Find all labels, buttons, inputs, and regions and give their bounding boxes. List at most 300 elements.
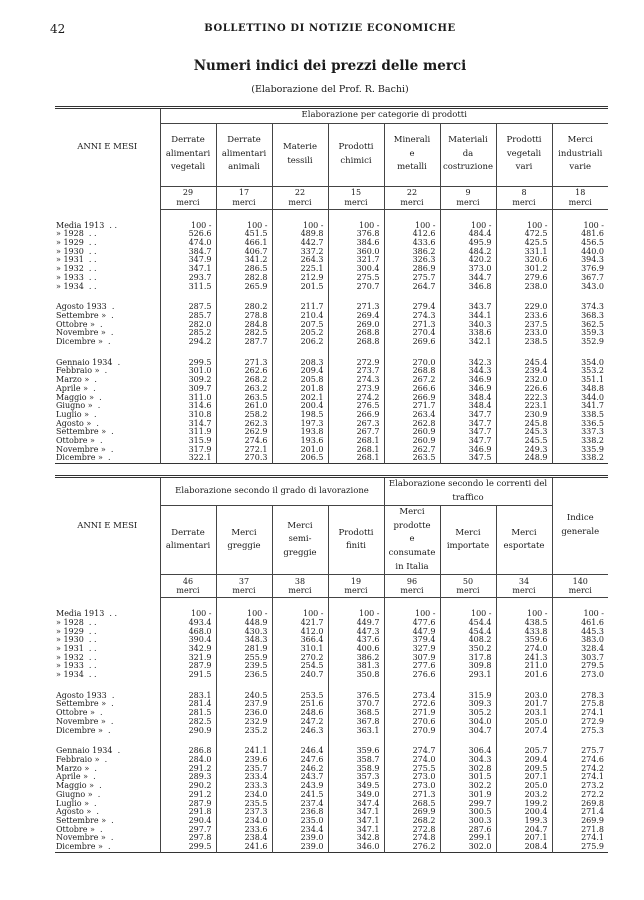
column-header-line: Materie xyxy=(282,142,318,152)
index-value: 309.3 xyxy=(440,700,496,709)
index-value: 346.8 xyxy=(440,283,496,292)
row-label-marks: . xyxy=(106,427,114,437)
index-value: 263.5 xyxy=(384,454,440,463)
index-value: 268.1 xyxy=(328,454,384,463)
row-label-marks: . xyxy=(99,366,108,376)
index-value: 205.7 xyxy=(496,747,552,756)
merci-count-unit: merci xyxy=(344,197,368,207)
index-value: 300.5 xyxy=(440,808,496,817)
index-value: 100 - xyxy=(552,222,608,231)
index-value: 349.0 xyxy=(328,791,384,800)
index-value: 274.2 xyxy=(552,765,608,774)
index-value: 347.1 xyxy=(328,808,384,817)
row-label-text: Maggio » xyxy=(56,392,95,402)
row-label xyxy=(55,454,160,463)
index-value: 276.5 xyxy=(328,402,384,411)
price-index-table-by-processing-and-traffic xyxy=(55,475,608,853)
index-value: 204.7 xyxy=(496,826,552,835)
index-value: 269.9 xyxy=(384,808,440,817)
merci-count-number: 140 xyxy=(572,576,588,586)
column-header xyxy=(160,506,216,575)
spacer-cell xyxy=(272,209,328,222)
index-value: 451.5 xyxy=(216,230,272,239)
index-value: 199.2 xyxy=(496,800,552,809)
index-value: 437.6 xyxy=(328,636,384,645)
index-value: 100 - xyxy=(552,610,608,619)
index-value: 367.7 xyxy=(552,274,608,283)
row-label-marks: . xyxy=(89,763,97,773)
row-label-text: » 1932 xyxy=(56,264,84,274)
index-value: 239.6 xyxy=(216,756,272,765)
index-value: 304.7 xyxy=(440,727,496,736)
index-value: 269.8 xyxy=(552,800,608,809)
row-label-text: » 1929 xyxy=(56,626,84,636)
index-value: 420.2 xyxy=(440,256,496,265)
column-header xyxy=(272,123,328,186)
row-label-text: Ottobre » xyxy=(56,319,95,329)
row-label-marks: . xyxy=(112,746,121,756)
spacer-cell xyxy=(440,680,496,692)
table-body xyxy=(55,186,608,464)
column-header-line: Merci xyxy=(567,135,593,146)
index-value: 268.1 xyxy=(328,437,384,446)
index-value: 342.3 xyxy=(440,359,496,368)
row-label-marks: . xyxy=(88,798,97,808)
index-value: 314.6 xyxy=(160,402,216,411)
merci-count-unit: merci xyxy=(288,197,312,207)
index-value: 370.7 xyxy=(328,700,384,709)
index-value: 201.7 xyxy=(496,700,552,709)
index-value: 317.9 xyxy=(160,446,216,455)
table-row xyxy=(55,454,608,463)
index-value: 203.1 xyxy=(496,709,552,718)
index-value: 285.2 xyxy=(160,329,216,338)
index-value: 272.2 xyxy=(552,791,608,800)
spacer-cell xyxy=(328,347,384,359)
index-value: 526.6 xyxy=(160,230,216,239)
row-label-marks: . . xyxy=(83,670,97,680)
index-value: 383.0 xyxy=(552,636,608,645)
index-value: 234.0 xyxy=(216,791,272,800)
index-value: 205.0 xyxy=(496,782,552,791)
index-value: 274.0 xyxy=(384,756,440,765)
row-label-text: Gennaio 1934 xyxy=(56,357,113,367)
column-header-line: alimentari xyxy=(165,541,211,552)
row-label-marks: . xyxy=(105,833,114,843)
row-label-text: » 1931 xyxy=(56,255,84,265)
index-value: 438.5 xyxy=(496,619,552,628)
index-value: 267.2 xyxy=(384,376,440,385)
index-value: 291.8 xyxy=(160,808,216,817)
index-value: 430.3 xyxy=(216,628,272,637)
index-value: 300.4 xyxy=(328,265,384,274)
index-value: 209.4 xyxy=(496,756,552,765)
merci-count xyxy=(552,575,608,598)
index-value: 346.9 xyxy=(440,385,496,394)
index-value: 100 - xyxy=(440,222,496,231)
index-value: 350.2 xyxy=(440,645,496,654)
index-value: 348.4 xyxy=(440,394,496,403)
merci-count-number: 37 xyxy=(238,576,250,586)
row-label-marks: . xyxy=(92,401,101,411)
index-value: 328.4 xyxy=(552,645,608,654)
index-value: 223.1 xyxy=(496,402,552,411)
index-value: 299.1 xyxy=(440,834,496,843)
row-label-text: Ottobre » xyxy=(56,824,95,834)
merci-count-unit: merci xyxy=(568,586,592,596)
row-label-text: Novembre » xyxy=(56,716,106,726)
row-label xyxy=(55,283,160,292)
index-value: 281.5 xyxy=(160,709,216,718)
row-label-text: Luglio » xyxy=(56,798,89,808)
column-header xyxy=(496,123,552,186)
index-value: 449.7 xyxy=(328,619,384,628)
merci-count xyxy=(216,575,272,598)
index-value: 400.6 xyxy=(328,645,384,654)
index-value: 243.9 xyxy=(272,782,328,791)
index-value: 240.7 xyxy=(272,671,328,680)
index-value: 287.5 xyxy=(160,303,216,312)
column-header xyxy=(496,506,552,575)
index-value: 273.0 xyxy=(552,671,608,680)
index-value: 374.3 xyxy=(552,303,608,312)
row-label-text: Media 1913 xyxy=(56,609,105,619)
index-value: 205.0 xyxy=(496,718,552,727)
index-value: 307.9 xyxy=(384,654,440,663)
row-label-text: Dicembre » xyxy=(56,725,103,735)
row-label-text: Maggio » xyxy=(56,781,95,791)
document-subtitle: (Elaborazione del Prof. R. Bachi) xyxy=(251,84,409,95)
merci-count-unit: merci xyxy=(176,586,200,596)
index-value: 271.3 xyxy=(384,791,440,800)
index-value: 347.9 xyxy=(160,256,216,265)
index-value: 301.2 xyxy=(496,265,552,274)
index-value: 281.4 xyxy=(160,700,216,709)
index-value: 211.7 xyxy=(272,303,328,312)
index-value: 237.5 xyxy=(496,321,552,330)
index-value: 344.0 xyxy=(552,394,608,403)
index-value: 481.6 xyxy=(552,230,608,239)
index-value: 205.2 xyxy=(272,329,328,338)
index-value: 390.4 xyxy=(160,636,216,645)
index-value: 278.3 xyxy=(552,692,608,701)
index-value: 343.7 xyxy=(440,303,496,312)
index-value: 309.7 xyxy=(160,385,216,394)
row-label xyxy=(55,727,160,736)
row-label-text: Settembre » xyxy=(56,699,107,709)
index-value: 344.7 xyxy=(440,274,496,283)
index-value: 349.5 xyxy=(328,782,384,791)
index-value: 421.7 xyxy=(272,619,328,628)
index-value: 249.3 xyxy=(496,446,552,455)
index-value: 376.8 xyxy=(328,230,384,239)
row-label-text: Ottobre » xyxy=(56,436,95,446)
row-label-marks: . xyxy=(102,725,111,735)
column-header-line: Prodotti xyxy=(338,142,374,152)
index-value: 270.3 xyxy=(216,454,272,463)
spacer-cell xyxy=(328,680,384,692)
index-value: 207.5 xyxy=(272,321,328,330)
index-value: 472.5 xyxy=(496,230,552,239)
index-value: 344.3 xyxy=(440,367,496,376)
index-value: 274.2 xyxy=(328,394,384,403)
index-value: 358.9 xyxy=(328,765,384,774)
index-value: 193.6 xyxy=(272,437,328,446)
index-value: 293.7 xyxy=(160,274,216,283)
index-value: 270.6 xyxy=(384,718,440,727)
index-value: 278.8 xyxy=(216,312,272,321)
index-value: 379.4 xyxy=(384,636,440,645)
table-row xyxy=(55,338,608,347)
row-label-marks: . xyxy=(106,690,115,700)
index-value: 311.5 xyxy=(160,283,216,292)
index-value: 284.8 xyxy=(216,321,272,330)
spacer-row xyxy=(55,347,608,359)
row-label-text: Settembre » xyxy=(56,427,107,437)
index-value: 275.5 xyxy=(384,765,440,774)
column-header-line: Indice xyxy=(566,513,594,524)
index-value: 275.7 xyxy=(384,274,440,283)
row-label-text: Giugno » xyxy=(56,401,93,411)
index-value: 302.2 xyxy=(440,782,496,791)
index-value: 235.5 xyxy=(216,800,272,809)
column-header xyxy=(272,506,328,575)
index-value: 408.2 xyxy=(440,636,496,645)
spacer-cell xyxy=(552,680,608,692)
column-header-line: esportate xyxy=(503,541,545,552)
index-value: 344.1 xyxy=(440,312,496,321)
index-value: 238.5 xyxy=(496,338,552,347)
index-value: 233.0 xyxy=(496,329,552,338)
index-value: 234.0 xyxy=(216,817,272,826)
index-value: 245.8 xyxy=(496,420,552,429)
row-label-marks: . . xyxy=(83,626,97,636)
spacer-cell xyxy=(328,209,384,222)
column-header-line: semi- xyxy=(288,534,312,545)
index-value: 100 - xyxy=(272,222,328,231)
merci-count-number: 17 xyxy=(238,188,250,198)
row-label-marks: . xyxy=(94,708,103,718)
index-value: 270.7 xyxy=(328,283,384,292)
index-value: 291.5 xyxy=(160,671,216,680)
index-value: 340.3 xyxy=(440,321,496,330)
index-value: 276.6 xyxy=(384,671,440,680)
index-value: 263.2 xyxy=(216,385,272,394)
index-value: 406.7 xyxy=(216,248,272,257)
index-value: 363.1 xyxy=(328,727,384,736)
index-value: 222.3 xyxy=(496,394,552,403)
column-header-line: alimentari xyxy=(165,148,211,159)
index-value: 274.7 xyxy=(384,747,440,756)
index-value: 201.0 xyxy=(272,446,328,455)
index-value: 289.3 xyxy=(160,773,216,782)
index-value: 273.0 xyxy=(384,782,440,791)
index-value: 412.0 xyxy=(272,628,328,637)
index-value: 272.1 xyxy=(216,446,272,455)
index-value: 264.3 xyxy=(272,256,328,265)
index-value: 232.9 xyxy=(216,718,272,727)
group-header: Elaborazione per categorie di prodotti xyxy=(160,108,608,124)
index-value: 495.9 xyxy=(440,239,496,248)
spacer-cell xyxy=(496,209,552,222)
merci-count xyxy=(216,186,272,209)
index-value: 309.8 xyxy=(440,662,496,671)
index-value: 342.8 xyxy=(328,834,384,843)
row-label-text: » 1928 xyxy=(56,617,84,627)
column-header-line: Merci xyxy=(287,520,313,531)
index-value: 268.8 xyxy=(328,338,384,347)
index-value: 274.3 xyxy=(384,312,440,321)
index-value: 208.3 xyxy=(272,359,328,368)
index-value: 311.0 xyxy=(160,394,216,403)
spacer-cell xyxy=(272,680,328,692)
column-header-line: alimentari xyxy=(221,148,267,159)
row-label-text: Settembre » xyxy=(56,815,107,825)
index-value: 273.2 xyxy=(552,782,608,791)
index-value: 254.5 xyxy=(272,662,328,671)
index-value: 269.9 xyxy=(552,817,608,826)
index-value: 291.2 xyxy=(160,791,216,800)
column-header xyxy=(216,506,272,575)
index-value: 342.9 xyxy=(160,645,216,654)
index-value: 246.2 xyxy=(272,765,328,774)
row-label-text: Agosto 1933 xyxy=(56,302,107,312)
merci-count-row xyxy=(55,575,608,598)
merci-count xyxy=(496,186,552,209)
merci-count-row xyxy=(55,186,608,209)
index-value: 359.3 xyxy=(552,329,608,338)
column-header-line: Merci xyxy=(455,527,481,538)
index-value: 299.5 xyxy=(160,359,216,368)
index-value: 353.2 xyxy=(552,367,608,376)
index-value: 291.2 xyxy=(160,765,216,774)
index-value: 100 - xyxy=(328,222,384,231)
merci-count xyxy=(552,186,608,209)
index-value: 346.0 xyxy=(328,843,384,852)
column-header-line: vegetali xyxy=(170,162,206,173)
index-value: 268.1 xyxy=(328,446,384,455)
index-value: 100 - xyxy=(496,222,552,231)
index-value: 484.4 xyxy=(440,230,496,239)
index-value: 301.5 xyxy=(440,773,496,782)
row-label-marks: . xyxy=(99,755,108,764)
row-label xyxy=(55,843,160,852)
index-value: 271.4 xyxy=(552,808,608,817)
index-value: 381.3 xyxy=(328,662,384,671)
spacer-cell xyxy=(440,347,496,359)
merci-count xyxy=(272,575,328,598)
index-value: 272.9 xyxy=(328,359,384,368)
column-header-line: Derrate xyxy=(171,527,205,538)
index-value: 448.9 xyxy=(216,619,272,628)
row-label-text: Marzo » xyxy=(56,763,90,773)
index-value: 207.1 xyxy=(496,773,552,782)
index-value: 203.0 xyxy=(496,692,552,701)
row-label-text: Novembre » xyxy=(56,444,106,454)
merci-count xyxy=(328,575,384,598)
index-value: 100 - xyxy=(496,610,552,619)
index-value: 290.4 xyxy=(160,817,216,826)
spacer-cell xyxy=(272,347,328,359)
merci-count-unit: merci xyxy=(176,197,200,207)
index-value: 272.6 xyxy=(384,700,440,709)
index-value: 338.2 xyxy=(552,437,608,446)
index-value: 229.0 xyxy=(496,303,552,312)
index-value: 247.2 xyxy=(272,718,328,727)
index-value: 286.5 xyxy=(216,265,272,274)
row-label-text: Agosto 1933 xyxy=(56,690,107,700)
index-value: 271.8 xyxy=(552,826,608,835)
index-value: 348.3 xyxy=(216,636,272,645)
index-value: 245.4 xyxy=(496,359,552,368)
index-value: 238.4 xyxy=(216,834,272,843)
page-header xyxy=(50,22,610,40)
row-label-text: » 1933 xyxy=(56,661,84,671)
merci-count xyxy=(328,186,384,209)
row-label-marks: . . xyxy=(83,281,97,291)
index-value: 266.9 xyxy=(328,411,384,420)
column-header-line: costruzione xyxy=(442,162,493,173)
index-value: 454.4 xyxy=(440,628,496,637)
index-value: 209.4 xyxy=(272,367,328,376)
row-label-marks: . xyxy=(106,310,114,320)
merci-count xyxy=(384,186,440,209)
row-label-marks: . . xyxy=(83,643,97,653)
column-header xyxy=(328,506,384,575)
index-value: 326.3 xyxy=(384,256,440,265)
spacer-cell xyxy=(216,209,272,222)
spacer-cell xyxy=(216,347,272,359)
index-value: 207.1 xyxy=(496,834,552,843)
index-value: 100 - xyxy=(216,222,272,231)
index-value: 275.7 xyxy=(552,747,608,756)
merci-count xyxy=(440,186,496,209)
index-value: 246.4 xyxy=(272,747,328,756)
index-value: 241.3 xyxy=(496,654,552,663)
index-value: 493.4 xyxy=(160,619,216,628)
index-value: 282.8 xyxy=(216,274,272,283)
merci-count-unit: merci xyxy=(568,197,592,207)
row-label-marks: . xyxy=(92,789,101,799)
index-value: 237.4 xyxy=(272,800,328,809)
index-value: 268.2 xyxy=(384,817,440,826)
column-header-line: Derrate xyxy=(171,135,205,146)
index-value: 368.5 xyxy=(328,709,384,718)
index-value: 268.8 xyxy=(328,329,384,338)
column-header-line: generale xyxy=(561,527,600,538)
index-value: 290.2 xyxy=(160,782,216,791)
index-value: 270.4 xyxy=(384,329,440,338)
index-value: 314.7 xyxy=(160,420,216,429)
spacer-cell xyxy=(440,209,496,222)
index-value: 366.4 xyxy=(272,636,328,645)
index-value: 282.0 xyxy=(160,321,216,330)
index-value: 433.8 xyxy=(496,628,552,637)
index-value: 273.9 xyxy=(328,385,384,394)
index-value: 236.5 xyxy=(216,671,272,680)
index-value: 208.4 xyxy=(496,843,552,852)
index-value: 271.3 xyxy=(384,321,440,330)
index-value: 236.8 xyxy=(272,808,328,817)
index-value: 203.2 xyxy=(496,791,552,800)
running-title: BOLLETTINO DI NOTIZIE ECONOMICHE xyxy=(204,23,456,34)
index-value: 258.2 xyxy=(216,411,272,420)
index-value: 269.0 xyxy=(328,321,384,330)
index-value: 346.9 xyxy=(440,446,496,455)
index-value: 279.5 xyxy=(552,662,608,671)
index-value: 277.6 xyxy=(384,662,440,671)
row-label-marks: . . xyxy=(83,229,97,239)
